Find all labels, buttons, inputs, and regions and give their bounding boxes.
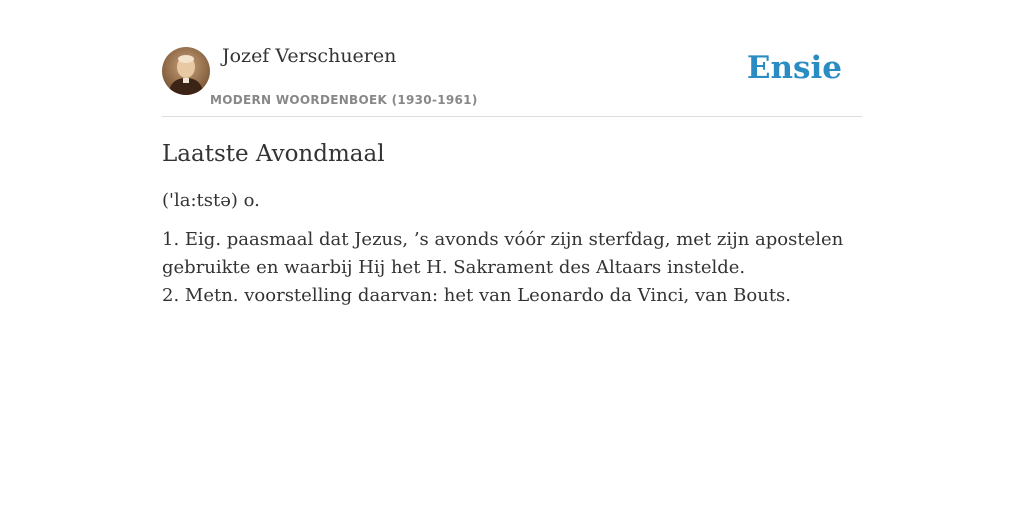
definition-item: 1. Eig. paasmaal dat Jezus, ’s avonds vóór zijn sterfdag, met zijn apostelen gebruikte en waarbij Hij het H. Sakrament des Altaars instelde. — [162, 229, 844, 278]
portrait-photo-icon — [162, 47, 210, 95]
author-avatar[interactable] — [162, 47, 210, 95]
ensie-logo[interactable]: Ensie — [746, 50, 842, 86]
definition-item: 2. Metn. voorstelling daarvan: het van Leonardo da Vinci, van Bouts. — [162, 285, 792, 306]
author-name[interactable]: Jozef Verschueren — [222, 45, 397, 67]
pronunciation: ('la:tstə) o. — [162, 190, 260, 211]
entry-header — [162, 40, 862, 117]
entry-title: Laatste Avondmaal — [162, 141, 385, 167]
definition-list — [162, 226, 862, 310]
dictionary-source[interactable]: MODERN WOORDENBOEK (1930-1961) — [210, 93, 478, 107]
entry-content — [162, 138, 862, 310]
